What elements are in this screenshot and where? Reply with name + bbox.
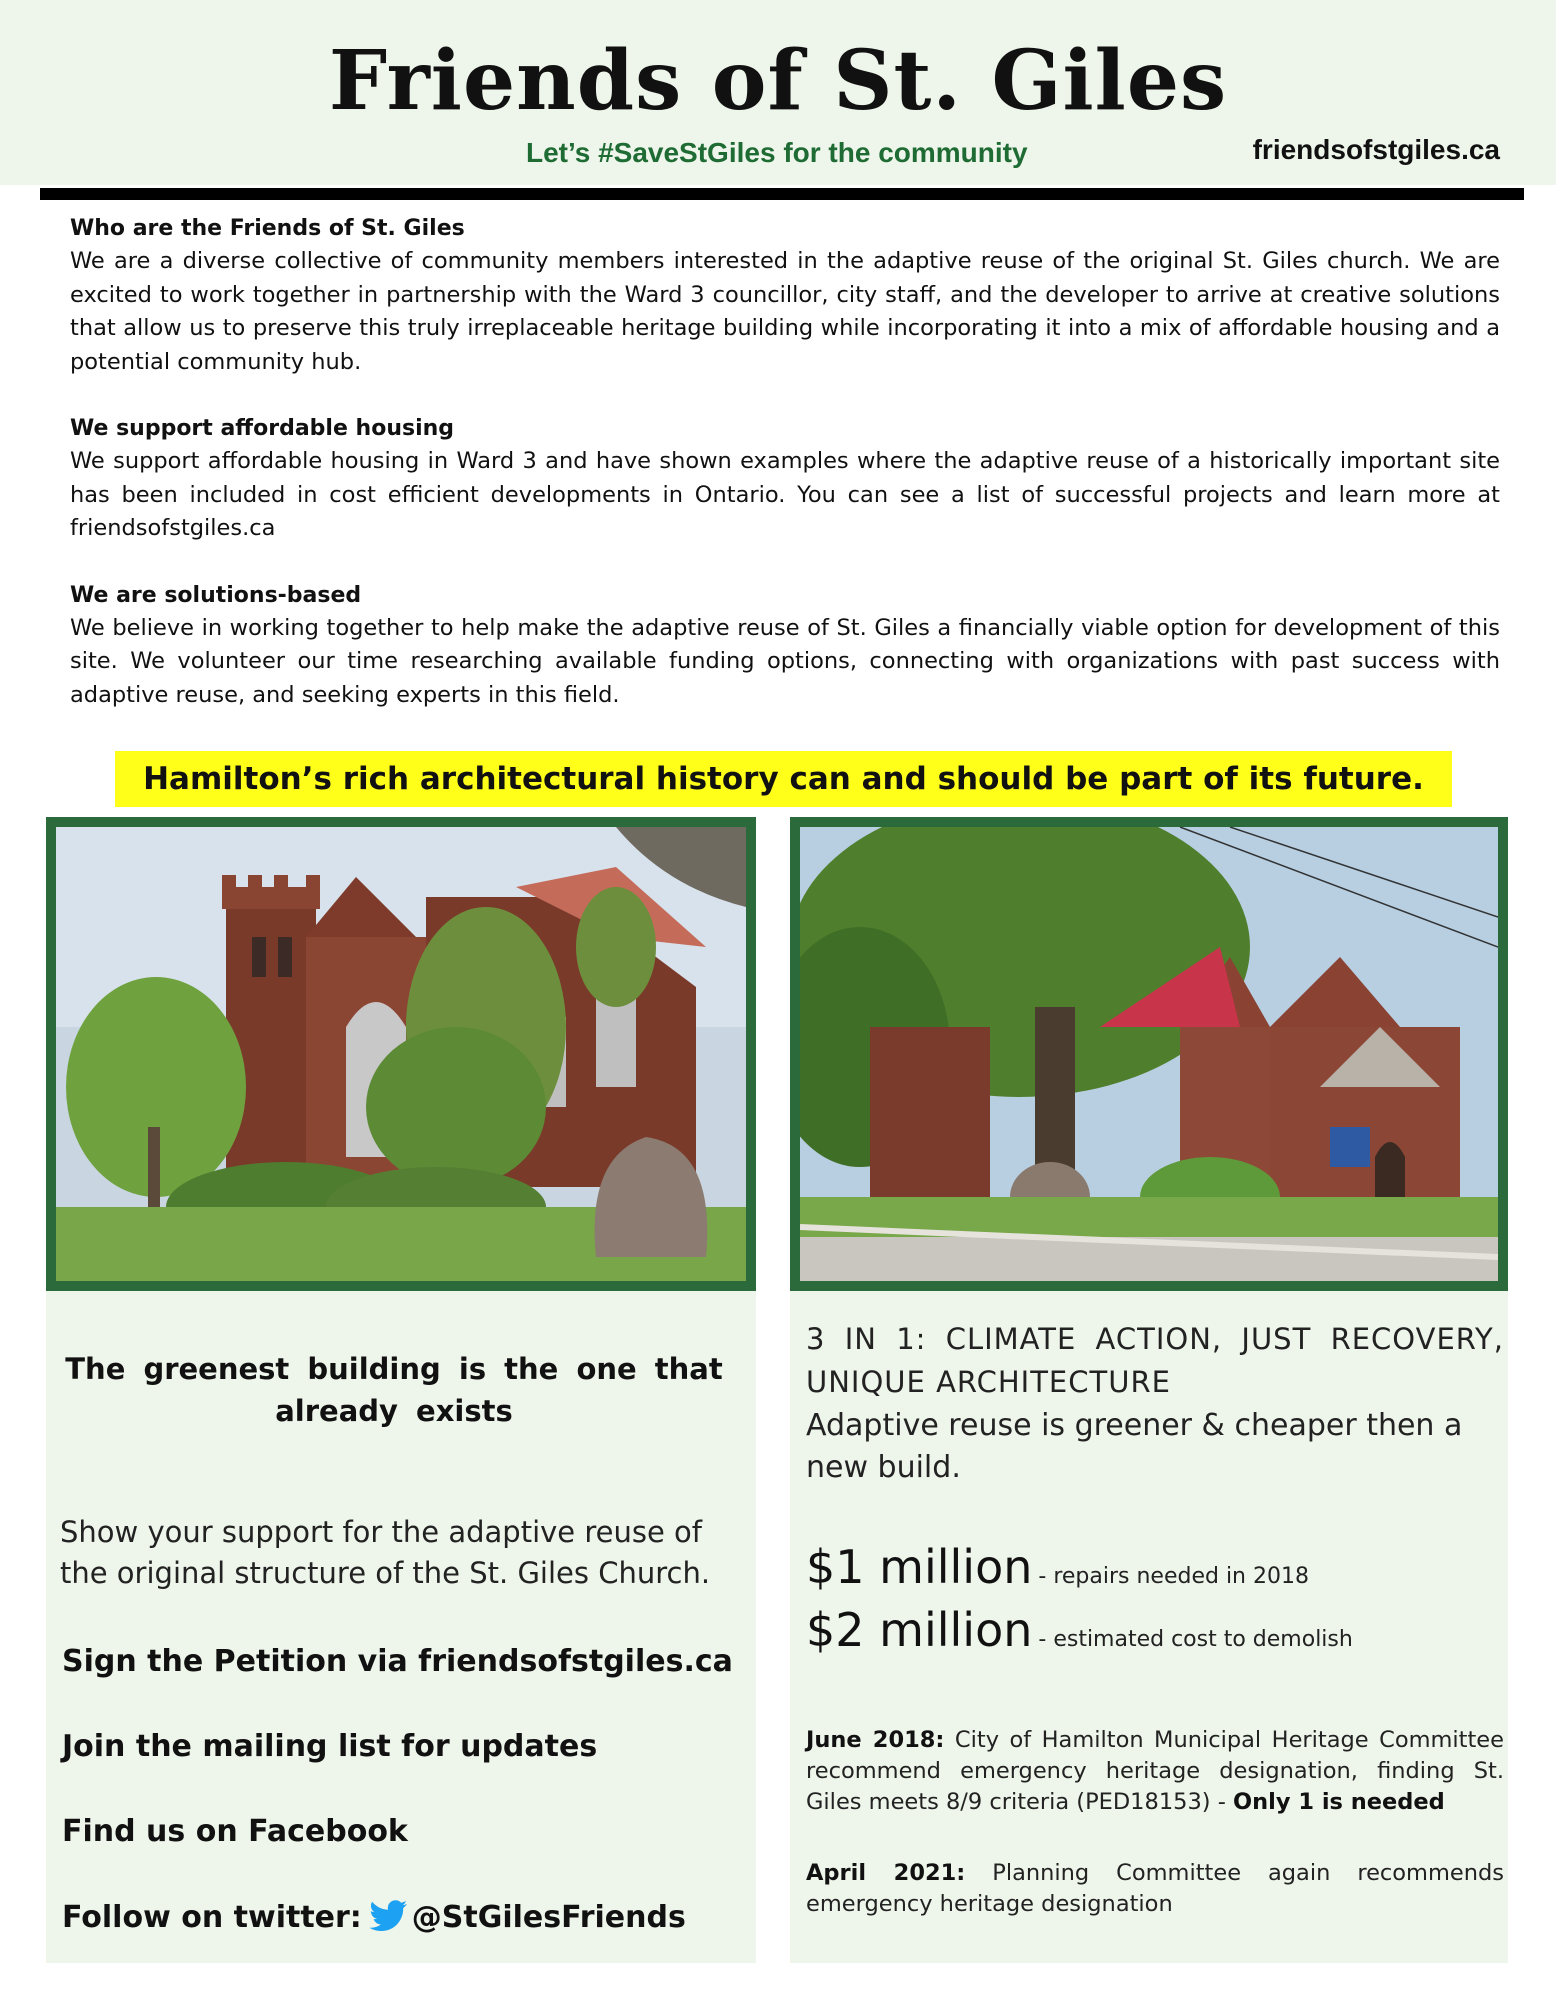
twitter-bird-icon xyxy=(368,1900,408,1940)
mailing-list-link[interactable]: Join the mailing list for updates xyxy=(62,1729,598,1764)
support-text: Show your support for the adaptive reuse of the original structure of the St. Giles Church. xyxy=(60,1515,711,1590)
church-photo-right-illustration xyxy=(800,827,1498,1281)
timeline-date: June 2018: xyxy=(806,1727,945,1753)
petition-link[interactable]: Sign the Petition via friendsofstgiles.ca xyxy=(62,1644,733,1679)
twitter-handle[interactable]: @StGilesFriends xyxy=(411,1900,686,1935)
website-link[interactable]: friendsofstgiles.ca xyxy=(1252,134,1500,165)
church-photo-left xyxy=(46,817,756,1291)
twitter-label: Follow on twitter: xyxy=(62,1900,362,1935)
greenest-building-headline: The greenest building is the one that already exists xyxy=(65,1352,723,1428)
twitter-follow[interactable] xyxy=(62,1900,686,1940)
timeline-entry xyxy=(806,1858,1504,1920)
three-in-one-headline: 3 IN 1: CLIMATE ACTION, JUST RECOVERY, UNIQUE ARCHITECTURE xyxy=(806,1322,1504,1399)
cost-amount: $1 million xyxy=(806,1540,1033,1594)
section-heading: We support affordable housing xyxy=(70,416,455,441)
timeline-text: City of Hamilton Municipal Heritage Committee recommend emergency heritage designation, finding St. Giles meets 8/9 criteria (PED18153) - xyxy=(806,1727,1504,1815)
section-body: We are a diverse collective of community members interested in the adaptive reuse of the original St. Giles church. We are excited to work together in partnership with the Ward 3 councillor, city staff, and the developer to arrive at creative solutions that allow us to preserve this truly irreplaceable heritage building while incorporating it into a mix of affordable housing and a potential community hub. xyxy=(70,248,1500,375)
cost-amount: $2 million xyxy=(806,1603,1033,1657)
adaptive-reuse-subhead: Adaptive reuse is greener & cheaper then a new build. xyxy=(806,1408,1463,1485)
church-photo-right xyxy=(790,817,1508,1291)
section-body: We support affordable housing in Ward 3 and have shown examples where the adaptive reuse of a historically important site has been included in cost efficient developments in Ontario. You can see a list of successful projects and learn more at friendsofstgiles.ca xyxy=(70,448,1500,541)
section-body: We believe in working together to help make the adaptive reuse of St. Giles a financially viable option for development of this site. We volunteer our time researching available funding options, connecting with organizations with past success with adaptive reuse, and seeking experts in this field. xyxy=(70,614,1500,708)
section-heading: We are solutions-based xyxy=(70,582,362,608)
cost-repairs xyxy=(806,1540,1309,1594)
tagline: Let’s #SaveStGiles for the community xyxy=(526,137,1028,168)
cost-note: - estimated cost to demolish xyxy=(1038,1627,1353,1652)
cost-note: - repairs needed in 2018 xyxy=(1038,1564,1309,1589)
timeline-emphasis: Only 1 is needed xyxy=(1232,1789,1445,1815)
page-title: Friends of St. Giles xyxy=(328,33,1228,129)
header-divider xyxy=(40,188,1524,200)
intro-sections xyxy=(70,212,1500,745)
timeline-entry xyxy=(806,1725,1504,1818)
timeline-date: April 2021: xyxy=(806,1860,966,1886)
highlight-banner: Hamilton’s rich architectural history can and should be part of its future. xyxy=(115,751,1452,807)
section-heading: Who are the Friends of St. Giles xyxy=(70,216,465,241)
facebook-link[interactable]: Find us on Facebook xyxy=(62,1814,408,1849)
church-photo-left-illustration xyxy=(56,827,746,1281)
cost-demolish xyxy=(806,1603,1353,1657)
timeline-text: Planning Committee again recommends emergency heritage designation xyxy=(806,1860,1504,1917)
